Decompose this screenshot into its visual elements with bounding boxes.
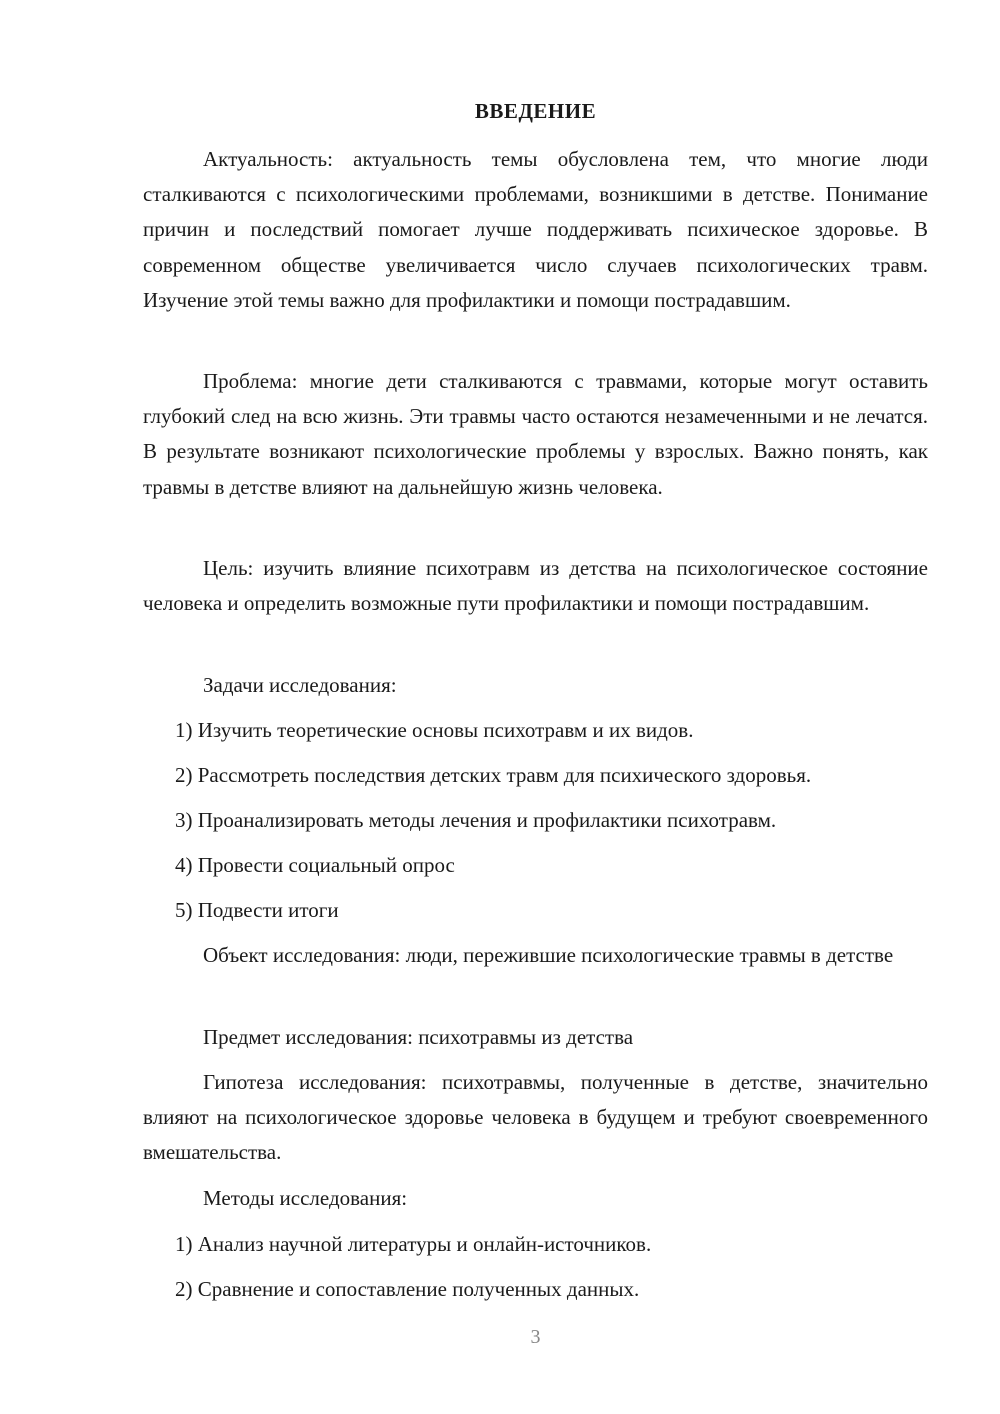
paragraph-problem: Проблема: многие дети сталкиваются с травмами, которые могут оставить глубокий след на всю жизнь. Эти травмы часто остаются незамеченными и не лечатся. В результате возникают психологические проблемы у взрослых. Важно понять, как травмы в детстве влияют на дальнейшую жизнь человека. — [143, 369, 928, 499]
paragraph-subject: Предмет исследования: психотравмы из детства — [203, 1025, 634, 1049]
page-title: ВВЕДЕНИЕ — [474, 99, 597, 123]
paragraph-relevance: Актуальность: актуальность темы обусловлена тем, что многие люди сталкиваются с психологическими проблемами, возникшими в детстве. Понимание причин и последствий помогает лучше поддерживать психическое здоровье. В современном обществе увеличивается число случаев психологических травм. Изучение этой темы важно для профилактики и помощи пострадавшим. — [143, 147, 928, 312]
list-item-task-2: 2) Рассмотреть последствия детских травм для психического здоровья. — [175, 763, 812, 787]
tasks-title: Задачи исследования: — [203, 673, 397, 697]
list-item-task-4: 4) Провести социальный опрос — [175, 853, 455, 877]
paragraph-goal: Цель: изучить влияние психотравм из детства на психологическое состояние человека и определить возможные пути профилактики и помощи пострадавшим. — [143, 556, 928, 616]
list-item-method-1: 1) Анализ научной литературы и онлайн-источников. — [175, 1232, 652, 1256]
document-page — [143, 0, 928, 1414]
list-item-task-1: 1) Изучить теоретические основы психотравм и их видов. — [175, 718, 694, 742]
list-item-task-3: 3) Проанализировать методы лечения и профилактики психотравм. — [175, 808, 777, 832]
paragraph-object: Объект исследования: люди, пережившие психологические травмы в детстве — [203, 943, 894, 967]
page-number: 3 — [530, 1326, 541, 1348]
methods-title: Методы исследования: — [203, 1186, 408, 1210]
paragraph-hypothesis: Гипотеза исследования: психотравмы, полученные в детстве, значительно влияют на психологическое здоровье человека в будущем и требуют своевременного вмешательства. — [143, 1070, 928, 1165]
list-item-method-2: 2) Сравнение и сопоставление полученных данных. — [175, 1277, 640, 1301]
list-item-task-5: 5) Подвести итоги — [175, 898, 339, 922]
